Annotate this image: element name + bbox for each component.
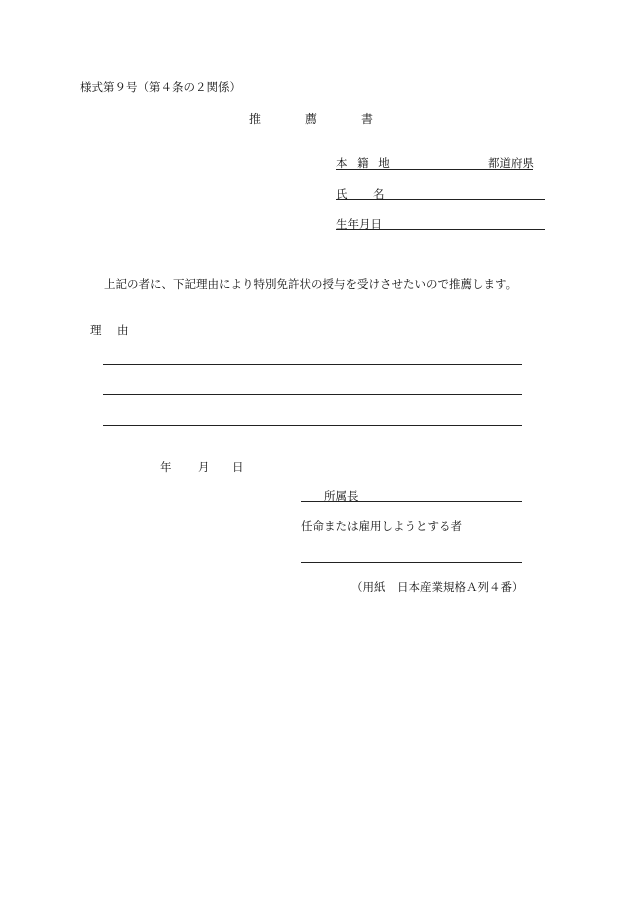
affiliation-head-signature-line bbox=[301, 501, 522, 502]
birthdate-label: 生年月日 bbox=[336, 217, 382, 231]
birthdate-underline bbox=[336, 229, 545, 230]
paper-size-note: （用紙 日本産業規格Ａ列４番） bbox=[351, 580, 524, 594]
reason-char: 理 bbox=[90, 323, 102, 337]
form-number: 様式第９号（第４条の２関係） bbox=[80, 80, 241, 94]
title-char: 推 bbox=[249, 112, 263, 126]
employer-label: 任命または雇用しようとする者 bbox=[301, 519, 462, 533]
reason-line bbox=[103, 394, 522, 395]
reason-line bbox=[103, 425, 522, 426]
date-year: 年 bbox=[160, 460, 172, 474]
date-day: 日 bbox=[232, 460, 244, 474]
title-char: 薦 bbox=[305, 112, 319, 126]
name-char: 氏 bbox=[336, 187, 348, 201]
name-underline bbox=[336, 199, 545, 200]
date-month: 月 bbox=[198, 460, 210, 474]
reason-char: 由 bbox=[117, 323, 129, 337]
honseki-underline bbox=[336, 169, 533, 170]
document-title bbox=[249, 110, 374, 127]
name-char: 名 bbox=[373, 187, 385, 201]
reason-line bbox=[103, 364, 522, 365]
prefecture-suffix: 都道府県 bbox=[488, 156, 534, 170]
employer-signature-line bbox=[301, 562, 522, 563]
affiliation-head-label: 所属長 bbox=[324, 489, 359, 503]
recommendation-statement: 上記の者に、下記理由により特別免許状の授与を受けさせたいので推薦します。 bbox=[104, 277, 518, 291]
reason-label bbox=[90, 322, 129, 338]
date-line bbox=[160, 459, 244, 475]
title-char: 書 bbox=[361, 112, 375, 126]
honseki-label: 本 籍 地 bbox=[336, 156, 393, 170]
